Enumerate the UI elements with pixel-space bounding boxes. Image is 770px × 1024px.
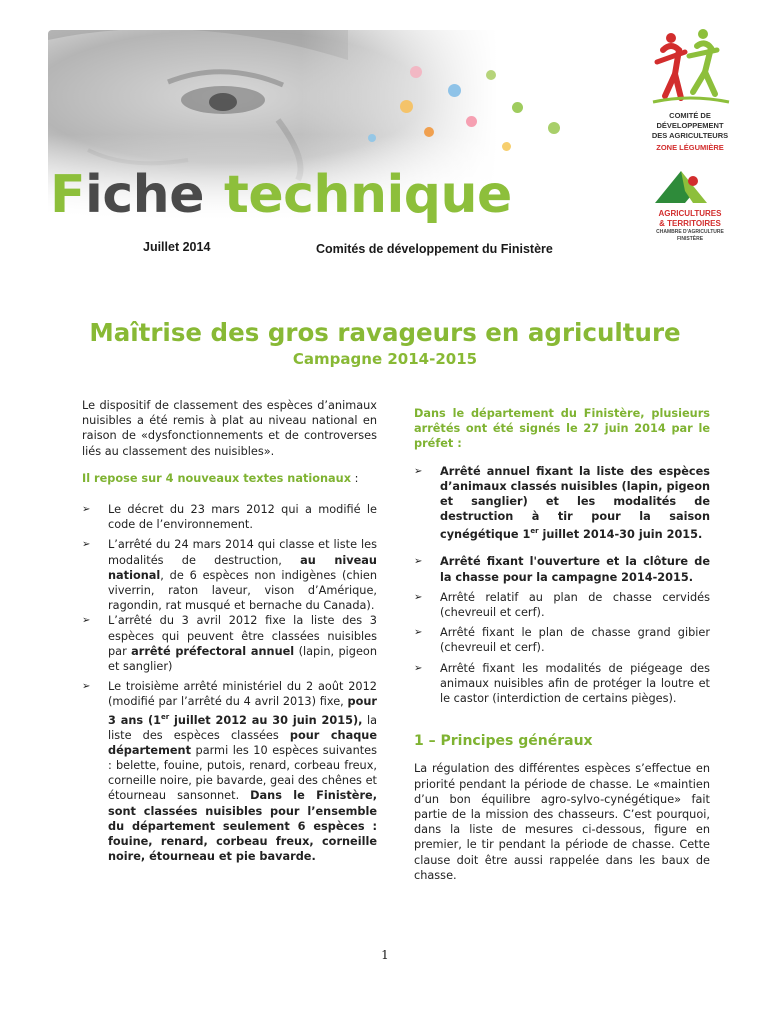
national-texts-colon: :	[351, 471, 359, 485]
arrow-bullet-icon: ➢	[82, 504, 91, 516]
list-item	[82, 679, 377, 864]
superscript: er	[160, 712, 170, 721]
list-item	[82, 502, 377, 532]
cda-logo-line2: DÉVELOPPEMENT	[656, 121, 724, 130]
arrow-bullet-icon: ➢	[414, 556, 423, 568]
fiche-technique-title	[50, 165, 512, 225]
list-item	[82, 537, 377, 613]
list-item-text: , de 6 espèces non indigènes (chien viverrin, raton laveur, vison d’Amérique, ragondin, rat musqué et bernache du Canada).	[108, 568, 377, 613]
list-item-bold: juillet 2014-30 juin 2015.	[538, 528, 703, 542]
list-item-text: (lapin, pigeon et sanglier)	[108, 644, 377, 674]
cda-logo-line3: DES AGRICULTEURS	[651, 131, 729, 140]
decor-dot	[466, 116, 477, 127]
superscript: er	[530, 527, 539, 536]
finistere-intro: Dans le département du Finistère, plusieurs arrêtés ont été signés le 27 juin 2014 par le préfet :	[414, 407, 710, 451]
decor-dot	[502, 142, 511, 151]
list-item-bold: au niveau national	[108, 553, 377, 582]
arrow-bullet-icon: ➢	[414, 591, 423, 603]
list-item-text: Arrêté fixant le plan de chasse grand gibier (chevreuil et cerf).	[440, 626, 710, 655]
list-item-text: parmi les 10 espèces suivantes : belette, fouine, putois, renard, corbeau freux, corneille noire, pie bavarde, geai des chênes et étourneau sansonnet.	[108, 743, 377, 803]
list-item-bold: pour 3 ans (1	[108, 695, 377, 727]
list-item-text: L’arrêté du 24 mars 2014 qui classe et liste les modalités de destruction,	[108, 538, 377, 567]
cda-figures-icon	[645, 28, 735, 108]
right-column	[414, 406, 710, 883]
list-item-bold: Arrêté fixant l'ouverture et la clôture de la chasse pour la campagne 2014-2015.	[440, 555, 710, 584]
list-item	[414, 661, 710, 707]
publication-date: Juillet 2014	[143, 240, 211, 254]
list-item-text: Arrêté relatif au plan de chasse cervidés (chevreuil et cerf).	[440, 590, 710, 619]
cda-logo	[645, 28, 735, 158]
document-title: Maîtrise des gros ravageurs en agriculture	[89, 318, 681, 347]
committees-label: Comités de développement du Finistère	[316, 242, 553, 256]
finistere-decrees-list	[414, 464, 710, 707]
national-texts-heading	[82, 471, 377, 486]
list-item-text: Le décret du 23 mars 2012 qui a modifié le code de l’environnement.	[108, 503, 377, 532]
arrow-bullet-icon: ➢	[82, 539, 91, 551]
list-item-text: Arrêté fixant les modalités de piégeage des animaux nuisibles afin de protéger la loutre et le castor (interdiction de certains pièges).	[440, 661, 710, 706]
list-item-bold: juillet 2012 au 30 juin 2015),	[169, 713, 363, 727]
arrow-bullet-icon: ➢	[82, 681, 91, 693]
decor-dot	[486, 70, 496, 80]
list-item	[414, 590, 710, 620]
arrow-bullet-icon: ➢	[414, 627, 423, 639]
section-heading: 1 – Principes généraux	[414, 733, 593, 750]
brand-f: F	[50, 165, 86, 225]
decor-dot	[400, 100, 413, 113]
decor-dot	[548, 122, 560, 134]
chambre-logo-line3: CHAMBRE D'AGRICULTURE	[656, 229, 724, 235]
chambre-logo-line2: & TERRITOIRES	[659, 219, 721, 228]
decor-dot	[368, 134, 376, 142]
list-item	[414, 554, 710, 584]
document-subtitle: Campagne 2014-2015	[292, 350, 478, 368]
decor-dot	[424, 127, 434, 137]
cda-logo-line1: COMITÉ DE	[669, 111, 711, 120]
chambre-logo-line4: FINISTÈRE	[676, 236, 704, 242]
national-texts-list	[82, 502, 377, 864]
list-item-text: L’arrêté du 3 avril 2012 fixe la liste des 3 espèces qui peuvent être classées nuisibles par	[108, 614, 377, 658]
brand-iche: iche	[85, 165, 204, 225]
arrow-bullet-icon: ➢	[414, 465, 423, 477]
intro-paragraph: Le dispositif de classement des espèces d’animaux nuisibles a été remis à plat au niveau national en raison de «dysfonctionnements et de controverses liés au classement des nuisibles».	[82, 399, 377, 458]
arrow-bullet-icon: ➢	[82, 615, 91, 627]
brand-technique: technique	[223, 165, 512, 225]
left-column	[82, 398, 377, 864]
list-item-text: Le troisième arrêté ministériel du 2 août 2012 (modifié par l’arrêté du 4 avril 2013) fixe,	[108, 680, 377, 709]
list-item-bold: arrêté préfectoral annuel	[131, 644, 295, 658]
decor-dot	[448, 84, 461, 97]
list-item	[414, 625, 710, 655]
chambre-logo-line1: AGRICULTURES	[658, 209, 722, 218]
arrow-bullet-icon: ➢	[414, 662, 423, 674]
list-item-bold: pour chaque département	[108, 728, 377, 757]
national-texts-heading-text: Il repose sur 4 nouveaux textes nationaux	[82, 471, 351, 485]
cda-logo-line4: ZONE LÉGUMIÈRE	[656, 143, 724, 152]
page-number: 1	[381, 948, 389, 962]
list-item	[82, 613, 377, 674]
list-item-text: la liste des espèces classées	[108, 713, 378, 742]
decor-dot	[410, 66, 422, 78]
chambre-agriculture-icon	[645, 165, 735, 205]
decor-dot	[512, 102, 523, 113]
list-item-bold: Dans le Finistère, sont classées nuisibles pour l’ensemble du département seulement 6 espèces : fouine, renard, corbeau freux, corneille noire, étourneau et pie bavarde.	[108, 789, 377, 864]
list-item-bold: Arrêté annuel fixant la liste des espèces d’animaux classés nuisibles (lapin, pigeon et sanglier) et les modalités de destruction à tir pour la saison cynégétique 1	[440, 464, 710, 542]
principles-paragraph: La régulation des différentes espèces s’effectue en priorité pendant la période de chasse. Le «maintien d’un bon équilibre agro-sylvo-cynégétique» fait partie de la mission des chasseurs. C’est pourquoi, dans la liste de mesures ci-dessous, figure en premier, le tir pendant la période de chasse. Cette clause doit être aussi rappelée dans les baux de chasse.	[414, 762, 710, 882]
chambre-agriculture-logo	[645, 165, 735, 245]
list-item	[414, 464, 710, 543]
